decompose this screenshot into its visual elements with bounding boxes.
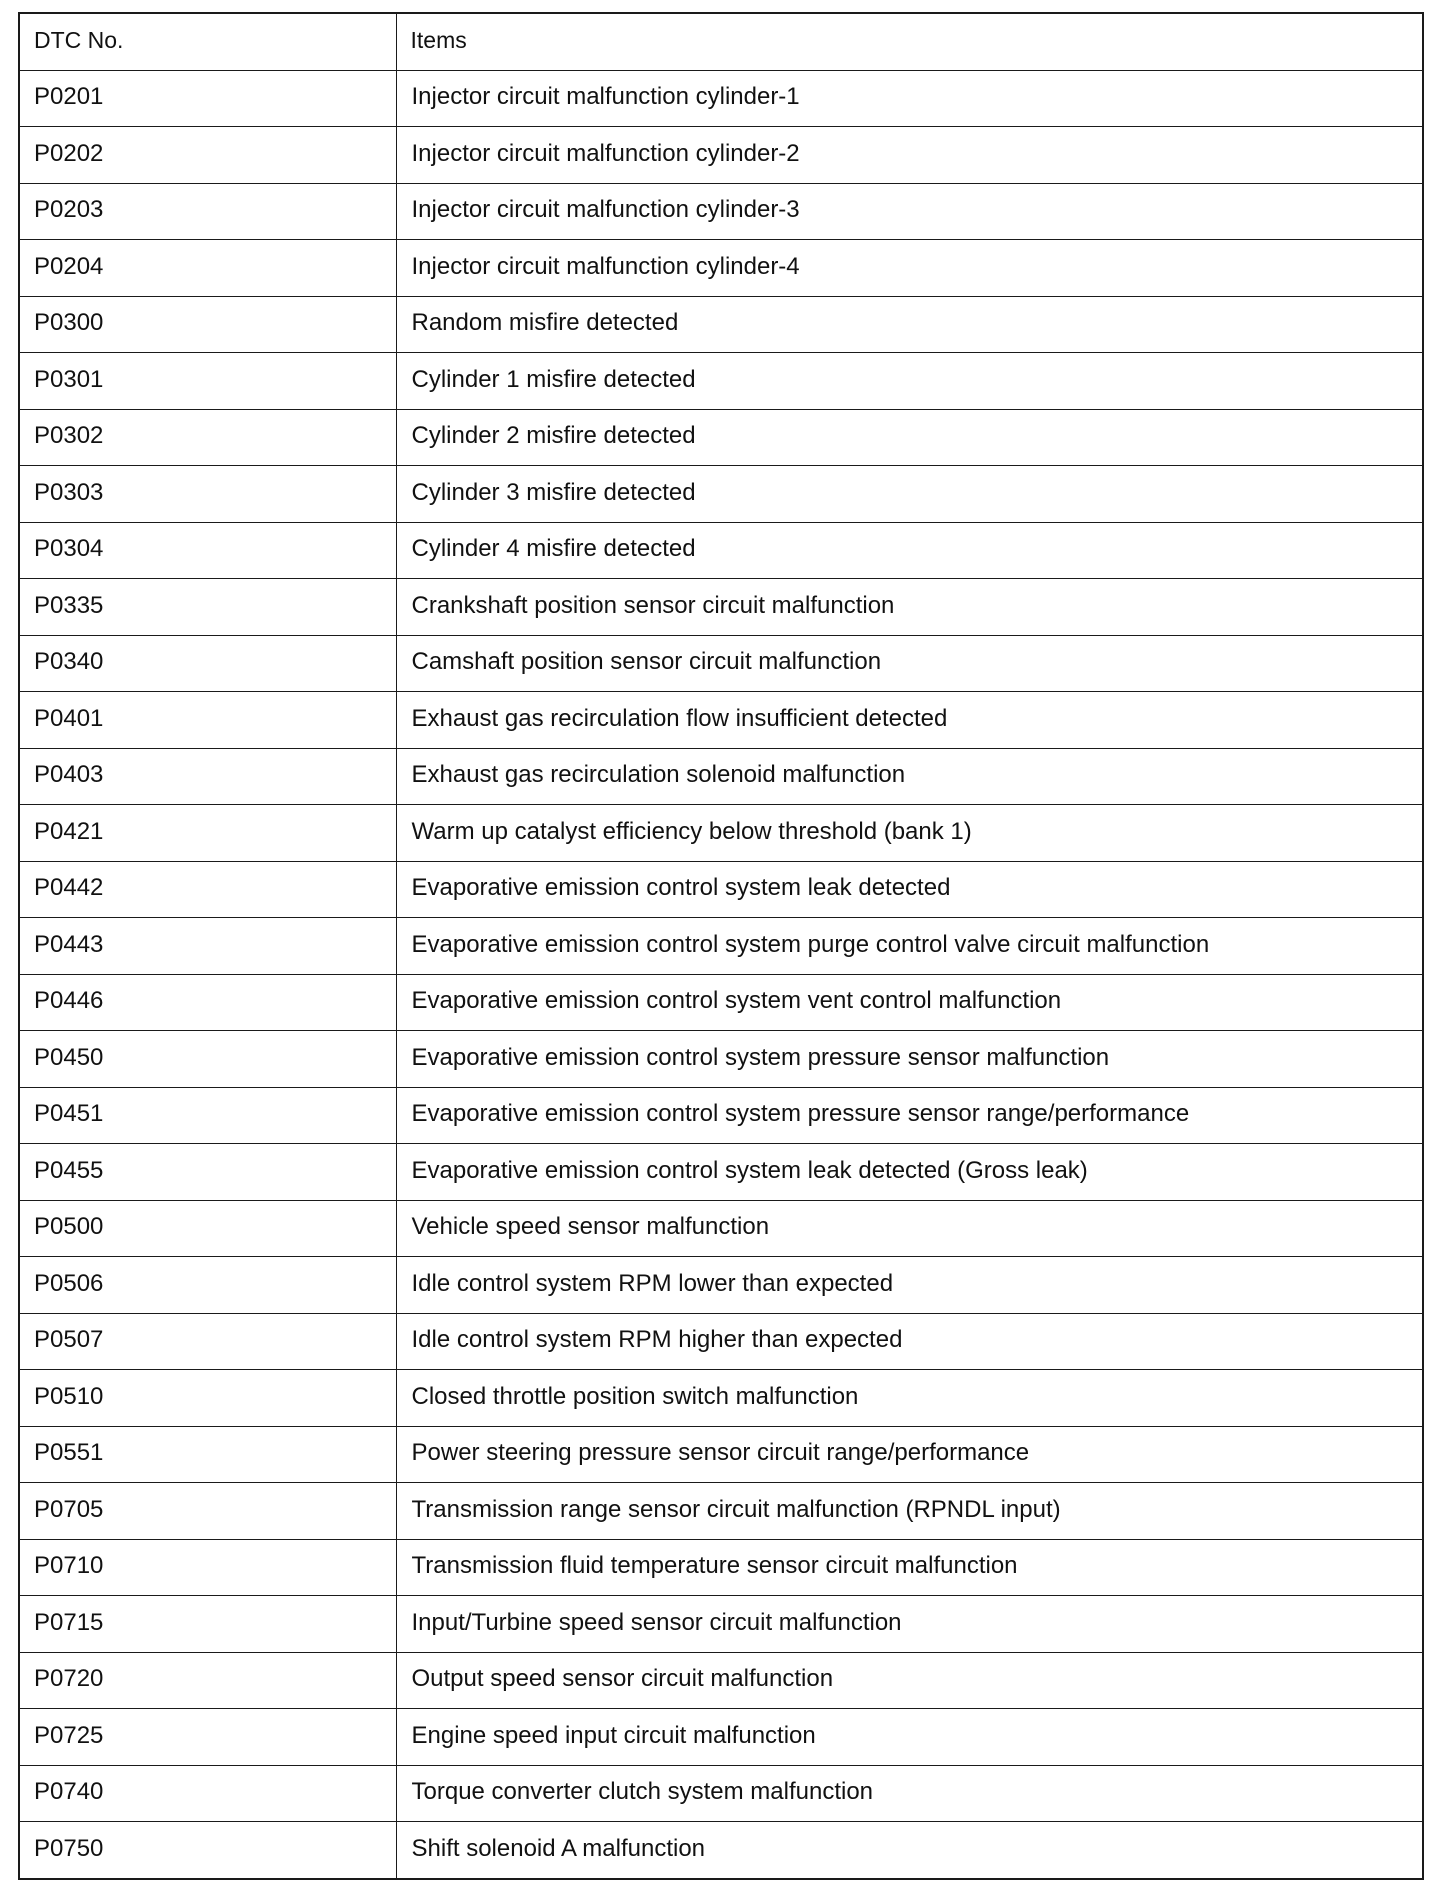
dtc-code-cell: P0740 [19,1765,396,1822]
dtc-code-cell: P0340 [19,635,396,692]
dtc-code-cell: P0443 [19,918,396,975]
dtc-item-cell: Injector circuit malfunction cylinder-3 [396,183,1423,240]
dtc-code-cell: P0510 [19,1370,396,1427]
table-row [19,1822,1423,1879]
table-row [19,1652,1423,1709]
dtc-item-cell: Crankshaft position sensor circuit malfunction [396,579,1423,636]
table-row [19,1144,1423,1201]
dtc-code-cell: P0715 [19,1596,396,1653]
dtc-code-cell: P0551 [19,1426,396,1483]
dtc-item-cell: Injector circuit malfunction cylinder-4 [396,240,1423,297]
dtc-item-cell: Warm up catalyst efficiency below threshold (bank 1) [396,805,1423,862]
dtc-code-cell: P0455 [19,1144,396,1201]
dtc-item-cell: Injector circuit malfunction cylinder-1 [396,70,1423,127]
dtc-item-cell: Cylinder 3 misfire detected [396,466,1423,523]
table-header-row [19,13,1423,70]
dtc-code-cell: P0720 [19,1652,396,1709]
dtc-item-cell: Power steering pressure sensor circuit range/performance [396,1426,1423,1483]
dtc-item-cell: Evaporative emission control system pressure sensor malfunction [396,1031,1423,1088]
dtc-item-cell: Torque converter clutch system malfunction [396,1765,1423,1822]
table-row [19,635,1423,692]
dtc-code-cell: P0725 [19,1709,396,1766]
dtc-item-cell: Closed throttle position switch malfunction [396,1370,1423,1427]
dtc-item-cell: Shift solenoid A malfunction [396,1822,1423,1879]
dtc-item-cell: Idle control system RPM higher than expected [396,1313,1423,1370]
table-row [19,240,1423,297]
table-row [19,579,1423,636]
dtc-item-cell: Evaporative emission control system leak detected (Gross leak) [396,1144,1423,1201]
table-row [19,296,1423,353]
table-row [19,1709,1423,1766]
dtc-item-cell: Cylinder 2 misfire detected [396,409,1423,466]
dtc-code-cell: P0500 [19,1200,396,1257]
dtc-code-cell: P0507 [19,1313,396,1370]
dtc-code-cell: P0451 [19,1087,396,1144]
dtc-code-cell: P0202 [19,127,396,184]
dtc-code-cell: P0301 [19,353,396,410]
dtc-code-cell: P0442 [19,861,396,918]
table-row [19,409,1423,466]
dtc-code-cell: P0421 [19,805,396,862]
table-row [19,1031,1423,1088]
dtc-code-cell: P0203 [19,183,396,240]
dtc-code-cell: P0401 [19,692,396,749]
table-row [19,127,1423,184]
dtc-item-cell: Random misfire detected [396,296,1423,353]
table-row [19,466,1423,523]
dtc-item-cell: Exhaust gas recirculation flow insufficient detected [396,692,1423,749]
dtc-item-cell: Transmission fluid temperature sensor circuit malfunction [396,1539,1423,1596]
dtc-item-cell: Output speed sensor circuit malfunction [396,1652,1423,1709]
table-row [19,1596,1423,1653]
table-row [19,692,1423,749]
table-body [19,70,1423,1879]
table-row [19,748,1423,805]
dtc-item-cell: Transmission range sensor circuit malfunction (RPNDL input) [396,1483,1423,1540]
dtc-table [18,12,1424,1880]
dtc-item-cell: Evaporative emission control system purge control valve circuit malfunction [396,918,1423,975]
table-row [19,1313,1423,1370]
dtc-code-cell: P0300 [19,296,396,353]
dtc-code-cell: P0710 [19,1539,396,1596]
header-dtc-no: DTC No. [19,13,396,70]
dtc-code-cell: P0446 [19,974,396,1031]
table-row [19,861,1423,918]
table-row [19,183,1423,240]
dtc-item-cell: Injector circuit malfunction cylinder-2 [396,127,1423,184]
table-row [19,1426,1423,1483]
table-row [19,1200,1423,1257]
table-row [19,353,1423,410]
dtc-code-cell: P0304 [19,522,396,579]
table-row [19,918,1423,975]
table-row [19,1257,1423,1314]
dtc-code-cell: P0450 [19,1031,396,1088]
table-row [19,974,1423,1031]
dtc-item-cell: Vehicle speed sensor malfunction [396,1200,1423,1257]
table-row [19,1483,1423,1540]
dtc-item-cell: Cylinder 4 misfire detected [396,522,1423,579]
dtc-item-cell: Cylinder 1 misfire detected [396,353,1423,410]
dtc-item-cell: Exhaust gas recirculation solenoid malfunction [396,748,1423,805]
header-items: Items [396,13,1423,70]
dtc-item-cell: Input/Turbine speed sensor circuit malfunction [396,1596,1423,1653]
table-row [19,1765,1423,1822]
dtc-code-cell: P0303 [19,466,396,523]
table-row [19,1087,1423,1144]
dtc-code-cell: P0750 [19,1822,396,1879]
dtc-code-cell: P0302 [19,409,396,466]
table-row [19,522,1423,579]
dtc-item-cell: Evaporative emission control system leak detected [396,861,1423,918]
table-row [19,1539,1423,1596]
dtc-item-cell: Engine speed input circuit malfunction [396,1709,1423,1766]
dtc-item-cell: Camshaft position sensor circuit malfunction [396,635,1423,692]
table-row [19,1370,1423,1427]
dtc-code-cell: P0506 [19,1257,396,1314]
table-row [19,70,1423,127]
table-row [19,805,1423,862]
dtc-code-cell: P0403 [19,748,396,805]
dtc-item-cell: Idle control system RPM lower than expected [396,1257,1423,1314]
dtc-code-cell: P0201 [19,70,396,127]
dtc-code-cell: P0204 [19,240,396,297]
dtc-code-cell: P0335 [19,579,396,636]
dtc-item-cell: Evaporative emission control system vent control malfunction [396,974,1423,1031]
dtc-code-cell: P0705 [19,1483,396,1540]
dtc-item-cell: Evaporative emission control system pressure sensor range/performance [396,1087,1423,1144]
